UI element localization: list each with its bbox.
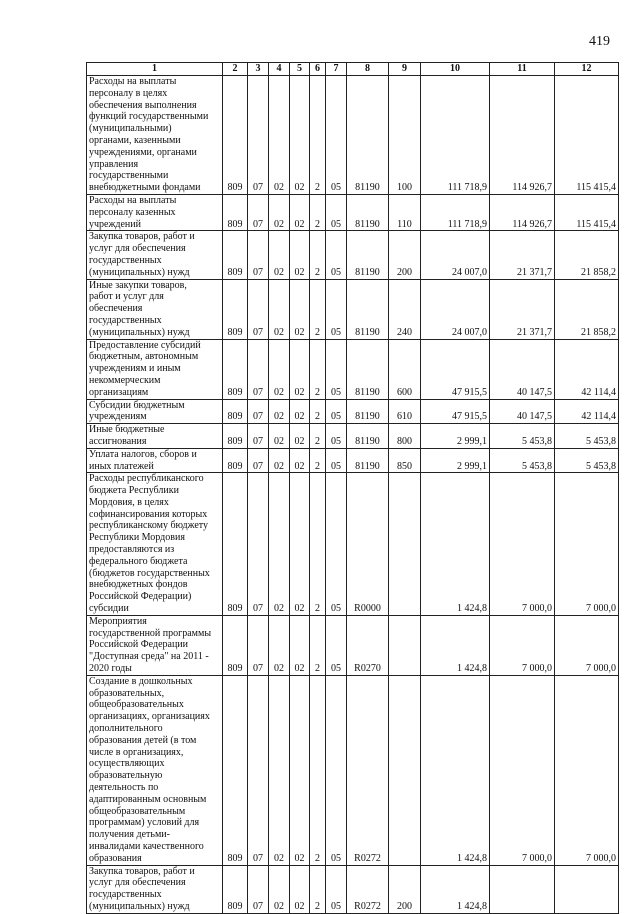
header-row: [87, 63, 619, 76]
event-code: 05: [326, 448, 347, 473]
subsection-code: 02: [269, 279, 290, 339]
expense-type-code: [389, 615, 421, 675]
subsection-code: 02: [269, 448, 290, 473]
column-header: 8: [347, 63, 389, 76]
ministry-code: 809: [223, 865, 248, 913]
expense-name: Расходы республиканского бюджета Республики Мордовия, в целях софинансирования которых республиканскому бюджету Республики Мордовия предоставляются из федерального бюджета (бюджетов государственных внебюджетных фондов Российской Федерации) субсидии: [87, 473, 223, 616]
amount-col-10: 111 718,9: [421, 194, 490, 230]
table-row: [87, 76, 619, 195]
subprogram-code: 2: [310, 675, 326, 865]
table-row: [87, 473, 619, 616]
subprogram-code: 2: [310, 473, 326, 616]
expense-name: Иные закупки товаров, работ и услуг для обеспечения государственных (муниципальных) нужд: [87, 279, 223, 339]
program-code: 02: [290, 424, 310, 449]
direction-code: 81190: [347, 194, 389, 230]
event-code: 05: [326, 279, 347, 339]
program-code: 02: [290, 399, 310, 424]
amount-col-10: 47 915,5: [421, 399, 490, 424]
amount-col-12: 115 415,4: [555, 194, 619, 230]
direction-code: R0272: [347, 675, 389, 865]
column-header: 10: [421, 63, 490, 76]
section-code: 07: [248, 231, 269, 279]
program-code: 02: [290, 865, 310, 913]
amount-col-12: 7 000,0: [555, 473, 619, 616]
subsection-code: 02: [269, 675, 290, 865]
direction-code: 81190: [347, 424, 389, 449]
event-code: 05: [326, 399, 347, 424]
expense-name: Закупка товаров, работ и услуг для обеспечения государственных (муниципальных) нужд: [87, 865, 223, 913]
column-header: 2: [223, 63, 248, 76]
table-row: [87, 675, 619, 865]
section-code: 07: [248, 675, 269, 865]
expense-type-code: 850: [389, 448, 421, 473]
subprogram-code: 2: [310, 339, 326, 399]
amount-col-11: 114 926,7: [490, 76, 555, 195]
event-code: 05: [326, 194, 347, 230]
section-code: 07: [248, 865, 269, 913]
table-row: [87, 448, 619, 473]
subprogram-code: 2: [310, 279, 326, 339]
event-code: 05: [326, 675, 347, 865]
amount-col-10: 47 915,5: [421, 339, 490, 399]
amount-col-10: 1 424,8: [421, 615, 490, 675]
column-header: 1: [87, 63, 223, 76]
page-number: 419: [589, 34, 610, 49]
program-code: 02: [290, 194, 310, 230]
amount-col-11: 5 453,8: [490, 424, 555, 449]
subprogram-code: 2: [310, 76, 326, 195]
amount-col-11: 40 147,5: [490, 339, 555, 399]
direction-code: 81190: [347, 76, 389, 195]
expense-name: Субсидии бюджетным учреждениям: [87, 399, 223, 424]
table-row: [87, 194, 619, 230]
amount-col-12: 7 000,0: [555, 615, 619, 675]
column-header: 4: [269, 63, 290, 76]
direction-code: 81190: [347, 399, 389, 424]
amount-col-10: 2 999,1: [421, 448, 490, 473]
section-code: 07: [248, 615, 269, 675]
expense-type-code: 200: [389, 231, 421, 279]
amount-col-11: 40 147,5: [490, 399, 555, 424]
amount-col-11: [490, 865, 555, 913]
expense-type-code: 610: [389, 399, 421, 424]
event-code: 05: [326, 473, 347, 616]
event-code: 05: [326, 615, 347, 675]
amount-col-11: 7 000,0: [490, 675, 555, 865]
direction-code: R0272: [347, 865, 389, 913]
amount-col-11: 5 453,8: [490, 448, 555, 473]
ministry-code: 809: [223, 399, 248, 424]
ministry-code: 809: [223, 339, 248, 399]
amount-col-12: [555, 865, 619, 913]
subsection-code: 02: [269, 194, 290, 230]
subprogram-code: 2: [310, 399, 326, 424]
program-code: 02: [290, 448, 310, 473]
expense-name: Уплата налогов, сборов и иных платежей: [87, 448, 223, 473]
table-row: [87, 865, 619, 913]
amount-col-10: 1 424,8: [421, 865, 490, 913]
program-code: 02: [290, 339, 310, 399]
ministry-code: 809: [223, 424, 248, 449]
expense-name: Мероприятия государственной программы Российской Федерации "Доступная среда" на 2011 - 2020 годы: [87, 615, 223, 675]
expense-type-code: 200: [389, 865, 421, 913]
table-row: [87, 424, 619, 449]
amount-col-12: 42 114,4: [555, 339, 619, 399]
amount-col-12: 21 858,2: [555, 279, 619, 339]
expense-name: Создание в дошкольных образовательных, общеобразовательных организациях, организациях дополнительного образования детей (в том числе в организациях, осуществляющих образовательную деятельность по адаптированным основным общеобразовательным программам) условий для получения детьми- инвалидами качественного образования: [87, 675, 223, 865]
expense-type-code: 240: [389, 279, 421, 339]
section-code: 07: [248, 194, 269, 230]
amount-col-12: 5 453,8: [555, 448, 619, 473]
subsection-code: 02: [269, 231, 290, 279]
expense-name: Расходы на выплаты персоналу казенных учреждений: [87, 194, 223, 230]
event-code: 05: [326, 339, 347, 399]
expense-type-code: [389, 675, 421, 865]
ministry-code: 809: [223, 448, 248, 473]
expense-type-code: 100: [389, 76, 421, 195]
ministry-code: 809: [223, 615, 248, 675]
table-row: [87, 615, 619, 675]
subsection-code: 02: [269, 473, 290, 616]
direction-code: 81190: [347, 279, 389, 339]
subsection-code: 02: [269, 865, 290, 913]
program-code: 02: [290, 76, 310, 195]
section-code: 07: [248, 424, 269, 449]
amount-col-11: 21 371,7: [490, 279, 555, 339]
event-code: 05: [326, 76, 347, 195]
section-code: 07: [248, 76, 269, 195]
amount-col-11: 7 000,0: [490, 615, 555, 675]
expense-name: Расходы на выплаты персоналу в целях обеспечения выполнения функций государственными (муниципальными) органами, казенными учреждениями, органами управления государственными внебюджетными фондами: [87, 76, 223, 195]
expense-name: Закупка товаров, работ и услуг для обеспечения государственных (муниципальных) нужд: [87, 231, 223, 279]
column-header: 9: [389, 63, 421, 76]
direction-code: 81190: [347, 231, 389, 279]
expense-type-code: 800: [389, 424, 421, 449]
amount-col-10: 1 424,8: [421, 675, 490, 865]
subprogram-code: 2: [310, 231, 326, 279]
table-row: [87, 399, 619, 424]
ministry-code: 809: [223, 231, 248, 279]
section-code: 07: [248, 448, 269, 473]
ministry-code: 809: [223, 279, 248, 339]
section-code: 07: [248, 473, 269, 616]
amount-col-12: 7 000,0: [555, 675, 619, 865]
ministry-code: 809: [223, 473, 248, 616]
amount-col-11: 21 371,7: [490, 231, 555, 279]
program-code: 02: [290, 615, 310, 675]
amount-col-11: 7 000,0: [490, 473, 555, 616]
event-code: 05: [326, 865, 347, 913]
column-header: 6: [310, 63, 326, 76]
amount-col-12: 5 453,8: [555, 424, 619, 449]
direction-code: R0270: [347, 615, 389, 675]
event-code: 05: [326, 424, 347, 449]
budget-table: [86, 62, 619, 914]
column-header: 3: [248, 63, 269, 76]
table-row: [87, 231, 619, 279]
column-header: 7: [326, 63, 347, 76]
program-code: 02: [290, 675, 310, 865]
column-header: 12: [555, 63, 619, 76]
table-row: [87, 279, 619, 339]
subprogram-code: 2: [310, 424, 326, 449]
direction-code: 81190: [347, 448, 389, 473]
event-code: 05: [326, 231, 347, 279]
column-header: 11: [490, 63, 555, 76]
amount-col-11: 114 926,7: [490, 194, 555, 230]
amount-col-12: 21 858,2: [555, 231, 619, 279]
expense-type-code: 110: [389, 194, 421, 230]
expense-type-code: [389, 473, 421, 616]
subprogram-code: 2: [310, 615, 326, 675]
program-code: 02: [290, 279, 310, 339]
amount-col-10: 24 007,0: [421, 231, 490, 279]
amount-col-10: 111 718,9: [421, 76, 490, 195]
subsection-code: 02: [269, 76, 290, 195]
program-code: 02: [290, 473, 310, 616]
expense-name: Предоставление субсидий бюджетным, автономным учреждениям и иным некоммерческим организациям: [87, 339, 223, 399]
direction-code: 81190: [347, 339, 389, 399]
subsection-code: 02: [269, 339, 290, 399]
subprogram-code: 2: [310, 448, 326, 473]
subsection-code: 02: [269, 424, 290, 449]
subprogram-code: 2: [310, 194, 326, 230]
subprogram-code: 2: [310, 865, 326, 913]
amount-col-12: 42 114,4: [555, 399, 619, 424]
amount-col-12: 115 415,4: [555, 76, 619, 195]
amount-col-10: 24 007,0: [421, 279, 490, 339]
subsection-code: 02: [269, 399, 290, 424]
table-row: [87, 339, 619, 399]
amount-col-10: 2 999,1: [421, 424, 490, 449]
section-code: 07: [248, 279, 269, 339]
subsection-code: 02: [269, 615, 290, 675]
section-code: 07: [248, 339, 269, 399]
amount-col-10: 1 424,8: [421, 473, 490, 616]
program-code: 02: [290, 231, 310, 279]
expense-name: Иные бюджетные ассигнования: [87, 424, 223, 449]
column-header: 5: [290, 63, 310, 76]
expense-type-code: 600: [389, 339, 421, 399]
ministry-code: 809: [223, 194, 248, 230]
ministry-code: 809: [223, 76, 248, 195]
ministry-code: 809: [223, 675, 248, 865]
section-code: 07: [248, 399, 269, 424]
direction-code: R0000: [347, 473, 389, 616]
